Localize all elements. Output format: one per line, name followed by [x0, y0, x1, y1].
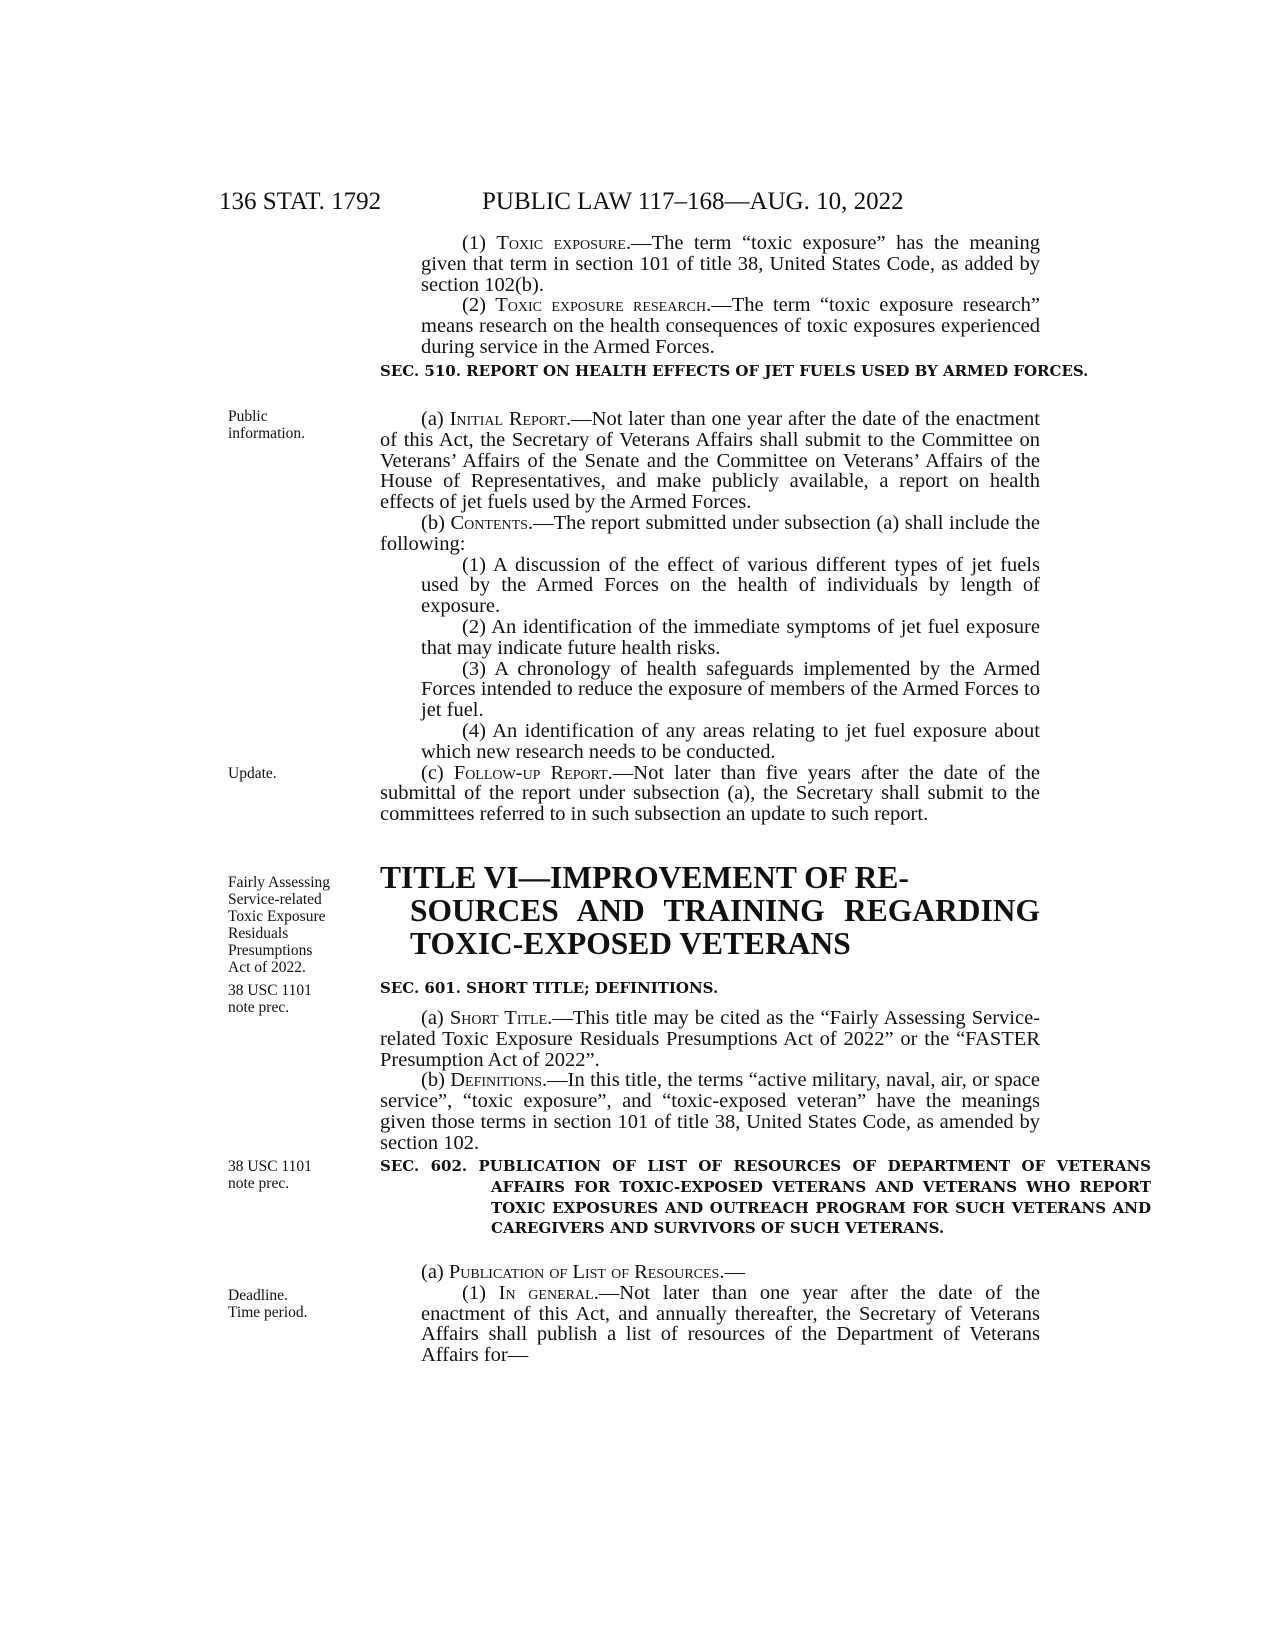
sec-602-a: (a) Publication of List of Resources.—	[421, 1261, 745, 1283]
definitions-block	[380, 233, 1040, 358]
margin-note-usc-602: 38 USC 1101 note prec.	[228, 1158, 312, 1192]
sec-602-body	[380, 1262, 1040, 1366]
sec-510-a: (a) Initial Report.—Not later than one year after the date of the enactment of this Act, the Secretary of Veterans Affairs shall submit to the Committee on Veterans’ Affairs of the Senate and the Committee on Veterans’ Affairs of the House of Representatives, and make publicly available, a report on health effects of jet fuels used by the Armed Forces.	[380, 408, 1041, 514]
page-stat-citation: 136 STAT. 1792	[219, 188, 382, 215]
margin-note-deadline: Deadline. Time period.	[228, 1287, 308, 1321]
sec-601-body	[380, 1008, 1040, 1154]
sec-510-b4: (4) An identification of any areas relating to jet fuel exposure about which new research needs to be conducted.	[421, 719, 1040, 763]
running-header: PUBLIC LAW 117–168—AUG. 10, 2022	[482, 188, 904, 215]
sec-510-b: (b) Contents.—The report submitted under subsection (a) shall include the following:	[380, 511, 1040, 555]
sec-601-a: (a) Short Title.—This title may be cited as the “Fairly Assessing Service-related Toxic Exposure Residuals Presumptions Act of 2022” or the “FASTER Presumption Act of 2022”.	[380, 1007, 1041, 1071]
sec-601-b: (b) Definitions.—In this title, the terms “active military, naval, air, or space service”, “toxic exposure”, and “toxic-exposed veteran” have the meanings given those terms in section 101 of title 38, United States Code, as amended by section 102.	[380, 1069, 1040, 1154]
sec-510-heading: SEC. 510. REPORT ON HEALTH EFFECTS OF JET FUELS USED BY ARMED FORCES.	[380, 362, 1089, 380]
sec-602-heading: SEC. 602. PUBLICATION OF LIST OF RESOURCES OF DEPARTMENT OF VETERANS AFFAIRS FOR TOXIC-EXPOSED VETERANS AND VETERANS WHO REPORT TOXIC EXPOSURES AND OUTREACH PROGRAM FOR SUCH VETERANS AND CAREGIVERS AND SURVIVORS OF SUCH VETERANS.	[380, 1157, 1151, 1238]
margin-note-update: Update.	[228, 765, 277, 782]
sec-510-body	[380, 409, 1040, 825]
sec-602-a1: (1) In general.—Not later than one year after the date of the enactment of this Act, and annually thereafter, the Secretary of Veterans Affairs shall publish a list of resources of the Department of Veterans Affairs for—	[421, 1281, 1040, 1367]
margin-note-usc-601: 38 USC 1101 note prec.	[228, 982, 312, 1016]
sec-601-heading: SEC. 601. SHORT TITLE; DEFINITIONS.	[380, 979, 719, 997]
margin-note-faster-act: Fairly Assessing Service-related Toxic Exposure Residuals Presumptions Act of 2022.	[228, 874, 331, 976]
sec-510-b2: (2) An identification of the immediate symptoms of jet fuel exposure that may indicate future health risks.	[421, 615, 1040, 659]
margin-note-public-information: Public information.	[228, 408, 306, 442]
sec-510-b3: (3) A chronology of health safeguards implemented by the Armed Forces intended to reduce the exposure of members of the Armed Forces to jet fuel.	[421, 657, 1040, 722]
definition-toxic-exposure-research: (2) Toxic exposure research.—The term “toxic exposure research” means research on the health consequences of toxic exposures experienced during service in the Armed Forces.	[421, 294, 1041, 358]
sec-510-b1: (1) A discussion of the effect of various different types of jet fuels used by the Armed Forces on the health of individuals by length of exposure.	[421, 553, 1040, 618]
title-vi-heading: TITLE VI—IMPROVEMENT OF RE- SOURCES AND TRAINING REGARDING TOXIC-EXPOSED VETERANS	[380, 860, 1040, 961]
sec-510-c: (c) Follow-up Report.—Not later than five years after the date of the submittal of the report under subsection (a), the Secretary shall submit to the committees referred to in such subsection an update to such report.	[380, 761, 1040, 826]
definition-toxic-exposure: (1) Toxic exposure.—The term “toxic exposure” has the meaning given that term in section 101 of title 38, United States Code, as added by section 102(b).	[421, 232, 1041, 296]
